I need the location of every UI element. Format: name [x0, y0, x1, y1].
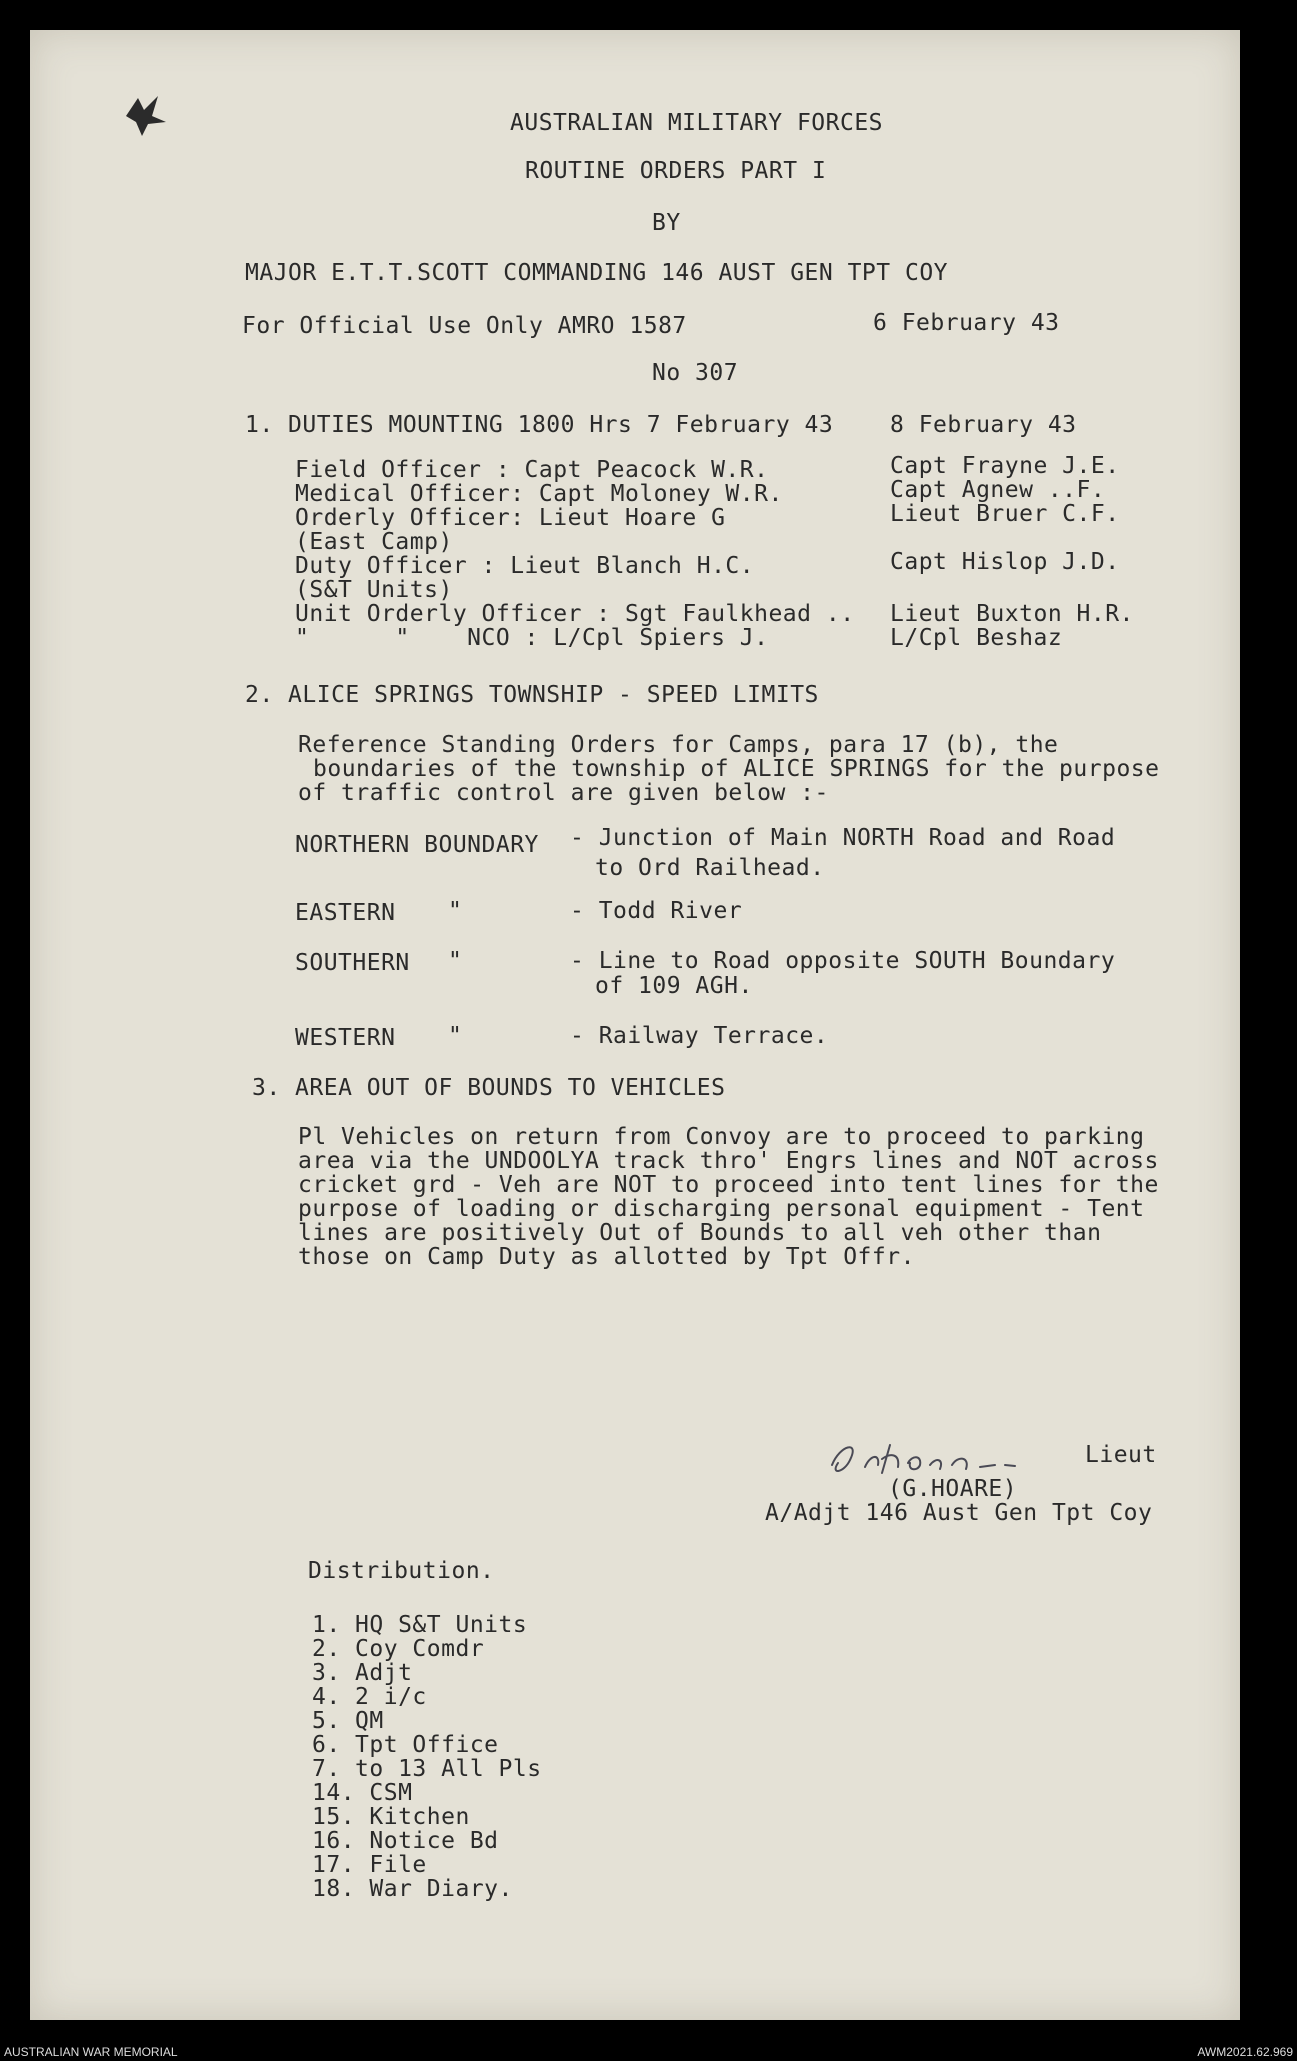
footer-accession-number: AWM2021.62.969 — [1197, 2045, 1293, 2059]
distribution-item: 16. Notice Bd — [312, 1828, 499, 1854]
distribution-item: 2. Coy Comdr — [312, 1636, 485, 1662]
distribution-item: 7. to 13 All Pls — [312, 1756, 542, 1782]
duty-row-left: Unit Orderly Officer : Sgt Faulkhead .. — [295, 601, 855, 627]
distribution-item: 17. File — [312, 1852, 427, 1878]
distribution-item: 6. Tpt Office — [312, 1732, 499, 1758]
punch-hole-tear — [118, 86, 170, 138]
distribution-item: 3. Adjt — [312, 1660, 413, 1686]
distribution-item: 14. CSM — [312, 1780, 413, 1806]
section1-heading: 1. DUTIES MOUNTING 1800 Hrs 7 February 43 — [245, 412, 834, 438]
duty-row-left: Duty Officer : Lieut Blanch H.C. — [295, 553, 755, 579]
header-line3: BY — [652, 210, 681, 236]
duty-row-left: (East Camp) — [295, 529, 453, 555]
ditto-mark: " — [448, 1023, 463, 1049]
distribution-item: 5. QM — [312, 1708, 384, 1734]
order-date: 6 February 43 — [873, 310, 1060, 336]
duty-row-left: (S&T Units) — [295, 577, 453, 603]
duty-row-left: Field Officer : Capt Peacock W.R. — [295, 457, 769, 483]
duty-row-left: Orderly Officer: Lieut Hoare G — [295, 505, 726, 531]
boundary-name: EASTERN — [295, 900, 396, 926]
signature-rank: Lieut — [1085, 1442, 1157, 1468]
distribution-item: 18. War Diary. — [312, 1876, 513, 1902]
section3-para-line: purpose of loading or discharging personal equipment - Tent — [298, 1196, 1145, 1222]
section2-heading: 2. ALICE SPRINGS TOWNSHIP - SPEED LIMITS — [245, 682, 819, 708]
section2-para-line: boundaries of the township of ALICE SPRINGS for the purpose — [313, 756, 1160, 782]
section3-heading: 3. AREA OUT OF BOUNDS TO VEHICLES — [252, 1075, 726, 1101]
duty-row-right: Capt Hislop J.D. — [890, 549, 1120, 575]
boundary-text: to Ord Railhead. — [595, 855, 825, 881]
signature-title: A/Adjt 146 Aust Gen Tpt Coy — [765, 1500, 1153, 1526]
distribution-heading: Distribution. — [308, 1558, 495, 1584]
distribution-item: 15. Kitchen — [312, 1804, 470, 1830]
boundary-name: NORTHERN BOUNDARY — [295, 832, 539, 858]
header-line1: AUSTRALIAN MILITARY FORCES — [510, 110, 884, 136]
header-line4: MAJOR E.T.T.SCOTT COMMANDING 146 AUST GEN TPT COY — [245, 260, 949, 286]
boundary-text: - Railway Terrace. — [570, 1023, 829, 1049]
document-page — [30, 30, 1240, 2020]
section2-para-line: of traffic control are given below :- — [298, 780, 829, 806]
duty-row-right: Capt Agnew ..F. — [890, 477, 1106, 503]
duty-row-right: Lieut Buxton H.R. — [890, 601, 1134, 627]
section3-para-line: those on Camp Duty as allotted by Tpt Offr. — [298, 1244, 915, 1270]
ditto-mark: " — [448, 898, 463, 924]
section2-para-line: Reference Standing Orders for Camps, para 17 (b), the — [298, 732, 1059, 758]
official-use-line: For Official Use Only AMRO 1587 — [242, 313, 687, 339]
boundary-text: - Todd River — [570, 898, 743, 924]
boundary-name: SOUTHERN — [295, 950, 410, 976]
duty-row-left: " " NCO : L/Cpl Spiers J. — [295, 625, 769, 651]
ditto-mark: " — [448, 948, 463, 974]
section3-para-line: lines are positively Out of Bounds to all veh other than — [298, 1220, 1102, 1246]
duty-row-right: Capt Frayne J.E. — [890, 453, 1120, 479]
header-line2: ROUTINE ORDERS PART I — [525, 158, 827, 184]
section3-para-line: Pl Vehicles on return from Convoy are to proceed to parking — [298, 1124, 1145, 1150]
duty-row-left: Medical Officer: Capt Moloney W.R. — [295, 481, 783, 507]
signature-name: (G.HOARE) — [888, 1476, 1018, 1502]
section3-para-line: cricket grd - Veh are NOT to proceed into tent lines for the — [298, 1172, 1159, 1198]
boundary-text: - Junction of Main NORTH Road and Road — [570, 825, 1116, 851]
boundary-name: WESTERN — [295, 1025, 396, 1051]
section1-heading-right: 8 February 43 — [890, 412, 1077, 438]
order-number: No 307 — [652, 360, 739, 386]
duty-row-right: Lieut Bruer C.F. — [890, 501, 1120, 527]
footer-institution: AUSTRALIAN WAR MEMORIAL — [4, 2045, 178, 2059]
boundary-text: - Line to Road opposite SOUTH Boundary — [570, 948, 1116, 974]
boundary-text: of 109 AGH. — [595, 973, 753, 999]
distribution-item: 1. HQ S&T Units — [312, 1612, 528, 1638]
distribution-item: 4. 2 i/c — [312, 1684, 427, 1710]
section3-para-line: area via the UNDOOLYA track thro' Engrs lines and NOT across — [298, 1148, 1159, 1174]
duty-row-right: L/Cpl Beshaz — [890, 625, 1063, 651]
